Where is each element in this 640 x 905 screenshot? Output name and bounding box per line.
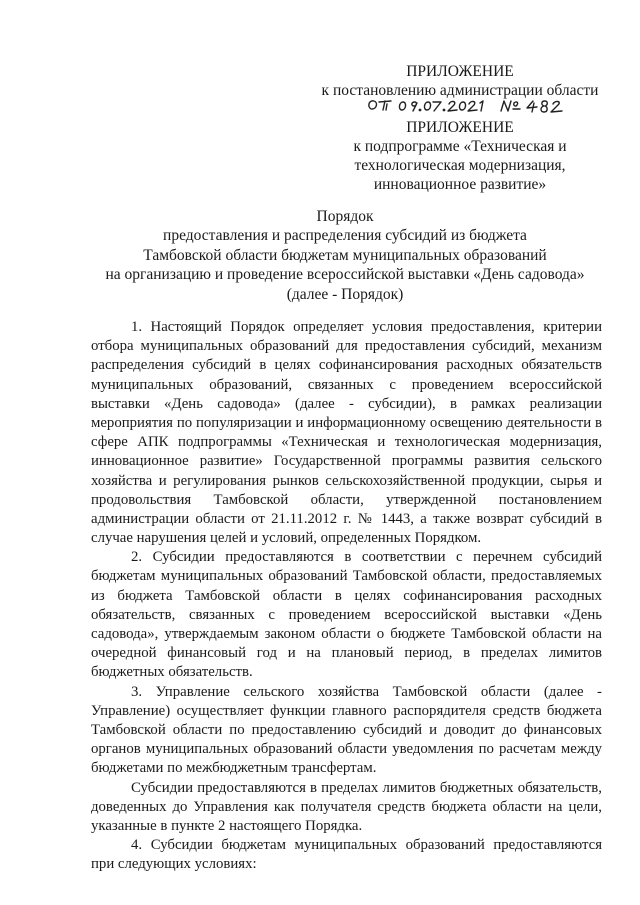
document-body: [91, 318, 602, 874]
heading-line-1: Порядок: [316, 208, 374, 225]
paragraph-1: 1. Настоящий Порядок определяет условия предоставления, критерии отбора муниципальных образований для предоставления субсидий, механизм распределения субсидий в целях софинансирования расходных обязательств муниципальных образований, связанных с проведением всероссийской выставки «День садовода» (далее - субсидии), в рамках реализации мероприятия по популяризации и информационному освещению деятельности в сфере АПК подпрограммы «Техническая и технологическая модернизация, инновационное развитие» Государственной программы развития сельского хозяйства и регулирования рынков сельскохозяйственной продукции, сырья и продовольствия Тамбовской области, утвержденной постановлением администрации области от 21.11.2012 г. № 1443, а также возврат субсидий в случае нарушения целей и условий, определенных Порядком.: [91, 319, 602, 547]
appendix-2-line-3: инновационное развитие»: [373, 176, 547, 193]
appendix-2-line-2: технологическая модернизация,: [354, 157, 566, 174]
appendix-2-line-1: к подпрограмме «Техническая и: [353, 138, 567, 155]
paragraph-3-continued: Субсидии предоставляются в пределах лимитов бюджетных обязательств, доведенных до Управления как получателя средств бюджета области на цели, указанные в пункте 2 настоящего Порядка.: [91, 779, 602, 834]
heading-line-4: на организацию и проведение всероссийской выставки «День садовода»: [105, 266, 585, 284]
appendix-1-title: ПРИЛОЖЕНИЕ: [406, 63, 514, 80]
appendix-1-subtitle: к постановлению администрации области: [321, 82, 599, 99]
appendix-2-block: [330, 118, 590, 194]
paragraph-3: 3. Управление сельского хозяйства Тамбовской области (далее - Управление) осуществляет функции главного распорядителя средств бюджета Тамбовской области по предоставлению субсидий и доводит до финансовых органов муниципальных образований области уведомления по расчетам между бюджетами по межбюджетным трансфертам.: [91, 683, 602, 777]
handwritten-date-number: [365, 92, 605, 116]
paragraph-4: 4. Субсидии бюджетам муниципальных образований предоставляются при следующих условиях:: [91, 837, 602, 873]
document-heading: [80, 207, 610, 304]
paragraph-2: 2. Субсидии предоставляются в соответствии с перечнем субсидий бюджетам муниципальных образований Тамбовской области, предоставляемых из бюджета Тамбовской области в целях софинансирования расходных обязательств, связанных с проведением всероссийской выставки «День садовода», утверждаемым законом области о бюджете Тамбовской области на очередной финансовый год и на плановый период, в пределах лимитов бюджетных обязательств.: [91, 549, 602, 681]
heading-line-3: Тамбовской области бюджетам муниципальных образований: [143, 246, 547, 264]
appendix-2-title: ПРИЛОЖЕНИЕ: [406, 119, 514, 136]
heading-line-5: (далее - Порядок): [286, 285, 404, 303]
heading-line-2: предоставления и распределения субсидий из бюджета: [163, 227, 527, 245]
